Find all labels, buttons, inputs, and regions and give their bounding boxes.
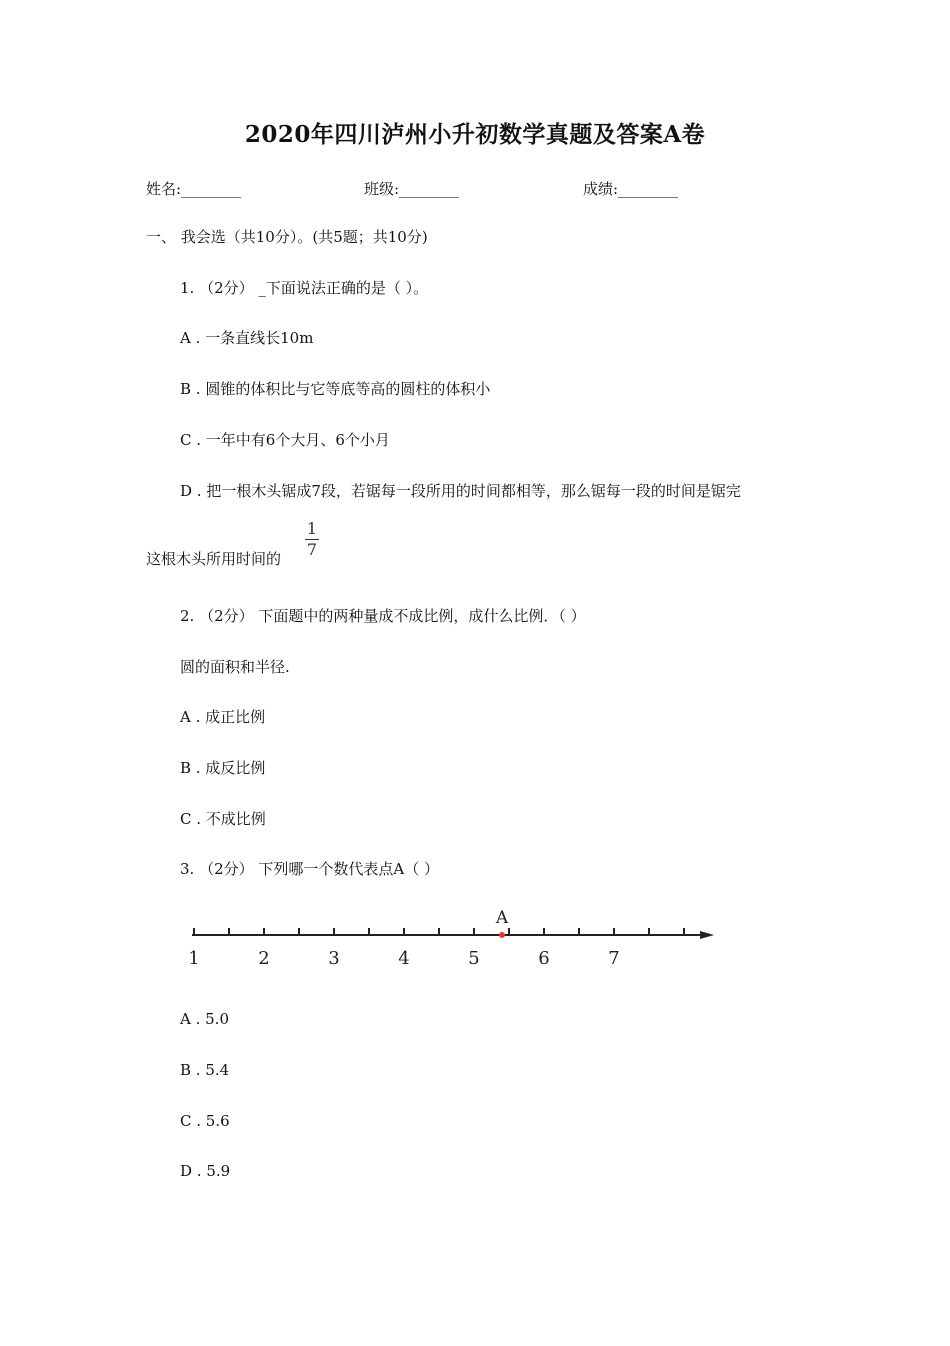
fraction-denominator: 7	[306, 540, 318, 559]
question-1-option-d: D . 把一根木头锯成7段，若锯每一段所用的时间都相等，那么锯每一段的时间是锯完	[180, 482, 741, 500]
question-3-stem: 3. （2分） 下列哪一个数代表点A（ ）	[180, 860, 439, 878]
point-a-marker	[499, 932, 505, 938]
number-line-label: 5	[468, 948, 480, 969]
number-line-label: 4	[398, 948, 410, 969]
question-1-option-c: C . 一年中有6个大月、6个小月	[180, 431, 390, 449]
name-field-label: 姓名:________	[146, 180, 242, 198]
class-field-label: 班级:________	[364, 180, 460, 198]
question-1-option-d-continuation: 这根木头所用时间的	[146, 550, 282, 568]
number-line-label: 7	[608, 948, 620, 969]
question-2-stem: 2. （2分） 下面题中的两种量成不成比例，成什么比例．（ ）	[180, 607, 586, 625]
section-heading: 一、 我会选（共10分）。(共5题；共10分)	[146, 228, 428, 246]
question-3-option-b: B . 5.4	[180, 1061, 230, 1079]
question-2-option-c: C . 不成比例	[180, 810, 266, 828]
number-line-label: 1	[188, 948, 200, 969]
question-3-option-c: C . 5.6	[180, 1112, 230, 1130]
score-field-label: 成绩:________	[583, 180, 679, 198]
question-3-option-d: D . 5.9	[180, 1162, 231, 1180]
page-title: 2020年四川泸州小升初数学真题及答案A卷	[244, 121, 706, 148]
question-2-sub: 圆的面积和半径.	[180, 658, 290, 676]
fraction-one-seventh	[303, 520, 321, 559]
number-line-label: 6	[538, 948, 550, 969]
question-2-option-b: B . 成反比例	[180, 759, 266, 777]
number-line-arrow	[700, 931, 714, 939]
point-a-label: A	[495, 908, 509, 928]
question-3-option-a: A . 5.0	[180, 1010, 229, 1028]
fraction-numerator: 1	[306, 519, 318, 538]
question-2-option-a: A . 成正比例	[180, 708, 266, 726]
number-line-label: 2	[258, 948, 270, 969]
question-1-option-a: A . 一条直线长10m	[180, 329, 314, 347]
number-line-figure	[180, 900, 730, 980]
question-1-stem: 1. （2分） _下面说法正确的是（ ）。	[180, 279, 429, 297]
question-1-option-b: B . 圆锥的体积比与它等底等高的圆柱的体积小	[180, 380, 491, 398]
number-line-label: 3	[328, 948, 340, 969]
